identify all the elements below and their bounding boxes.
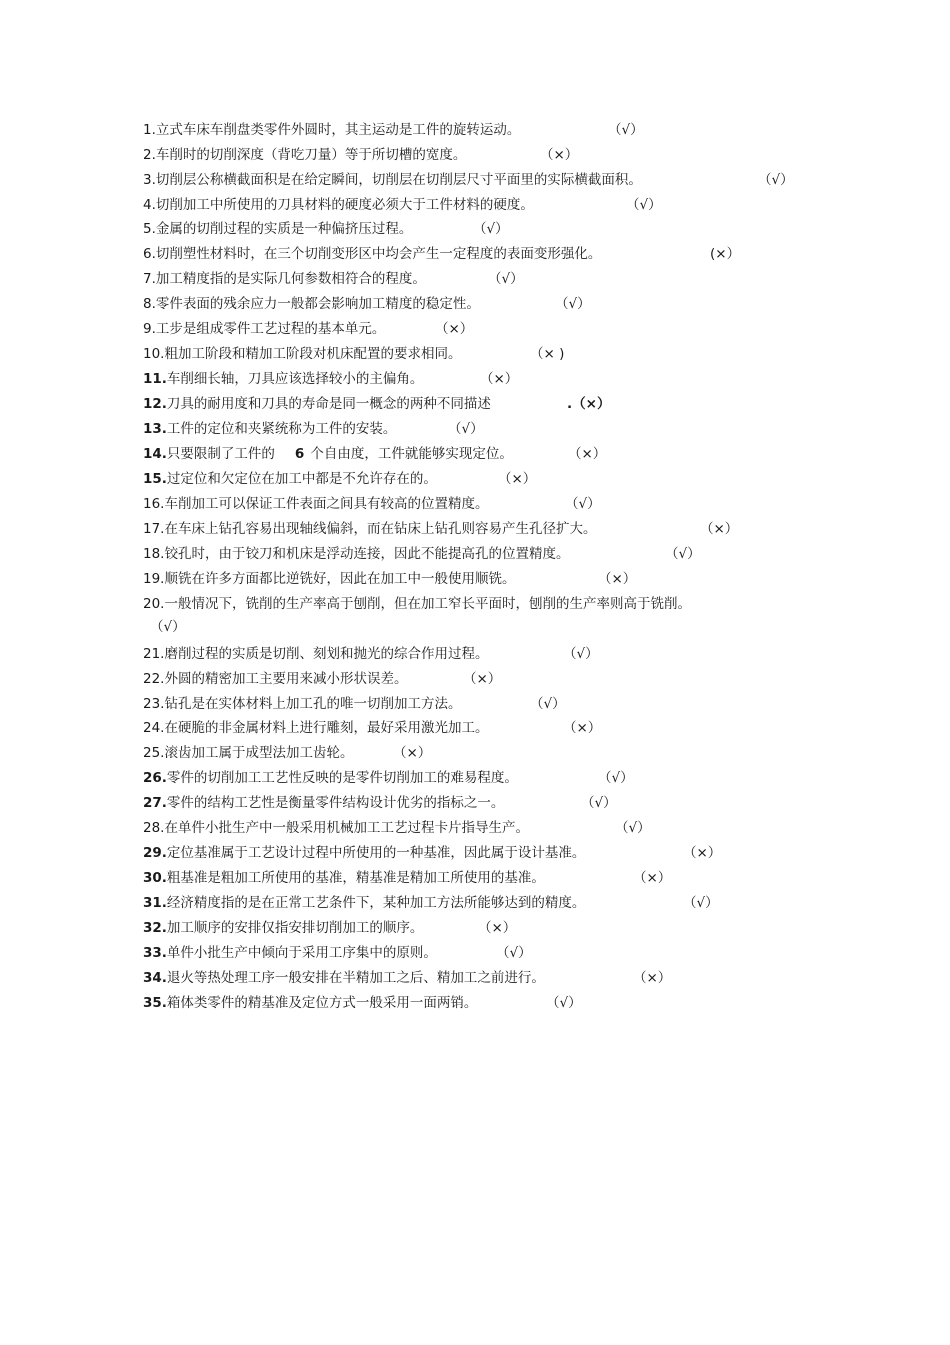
question-number: 29. bbox=[143, 845, 167, 861]
question-text: 一般情况下，铣削的生产率高于刨削，但在加工窄长平面时，刨削的生产率则高于铣削。 bbox=[164, 596, 691, 612]
answer-mark: （×） bbox=[633, 970, 672, 986]
question-number: 19. bbox=[143, 571, 165, 587]
answer-mark: （×） bbox=[633, 870, 672, 886]
question-text: 滚齿加工属于成型法加工齿轮。 bbox=[164, 745, 354, 761]
answer-mark: （×） bbox=[393, 745, 432, 761]
answer-mark: （×） bbox=[598, 571, 637, 587]
question-number: 6. bbox=[143, 246, 156, 262]
question-text: 钻孔是在实体材料上加工孔的唯一切削加工方法。 bbox=[164, 696, 462, 712]
question-number: 18. bbox=[143, 546, 165, 562]
question-text: 工步是组成零件工艺过程的基本单元。 bbox=[155, 321, 386, 337]
question-text: 退火等热处理工序一般安排在半精加工之后、精加工之前进行。 bbox=[166, 970, 545, 986]
question-number: 15. bbox=[143, 471, 167, 487]
question-number: 24. bbox=[143, 720, 165, 736]
question-text-number: 6 bbox=[294, 446, 305, 462]
question-number: 8. bbox=[143, 296, 156, 312]
answer-mark: （√） bbox=[665, 546, 701, 562]
question-24 bbox=[143, 717, 602, 739]
question-number: 14. bbox=[143, 446, 167, 462]
answer-mark: .（×） bbox=[567, 396, 611, 412]
question-text: 车削细长轴，刀具应该选择较小的主偏角。 bbox=[166, 371, 424, 387]
question-12 bbox=[143, 393, 611, 415]
question-10 bbox=[143, 343, 565, 365]
question-number: 30. bbox=[143, 870, 167, 886]
question-text: 经济精度指的是在正常工艺条件下，某种加工方法所能够达到的精度。 bbox=[166, 895, 586, 911]
answer-mark: （√） bbox=[555, 296, 591, 312]
answer-mark: （×） bbox=[463, 671, 502, 687]
question-21 bbox=[143, 643, 599, 665]
question-number: 22. bbox=[143, 671, 165, 687]
question-number: 9. bbox=[143, 321, 156, 337]
answer-mark: （× ) bbox=[530, 346, 565, 362]
question-text: 切削加工中所使用的刀具材料的硬度必须大于工件材料的硬度。 bbox=[155, 197, 534, 213]
question-number: 26. bbox=[143, 770, 167, 786]
question-number: 21. bbox=[143, 646, 165, 662]
question-26 bbox=[143, 767, 634, 789]
question-4 bbox=[143, 194, 662, 216]
question-text: 切削层公称横截面积是在给定瞬间，切削层在切削层尺寸平面里的实际横截面积。 bbox=[155, 172, 642, 188]
question-text: 切削塑性材料时，在三个切削变形区中均会产生一定程度的表面变形强化。 bbox=[155, 246, 602, 262]
answer-mark: （√） bbox=[530, 696, 566, 712]
answer-mark: （√） bbox=[581, 795, 617, 811]
question-number: 31. bbox=[143, 895, 167, 911]
answer-mark: （√） bbox=[150, 619, 186, 635]
question-number: 7. bbox=[143, 271, 156, 287]
question-text: 定位基准属于工艺设计过程中所使用的一种基准，因此属于设计基准。 bbox=[166, 845, 586, 861]
question-text: 加工顺序的安排仅指安排切削加工的顺序。 bbox=[166, 920, 424, 936]
answer-mark: （×） bbox=[540, 147, 579, 163]
question-number: 17. bbox=[143, 521, 165, 537]
answer-mark: (×） bbox=[710, 246, 741, 262]
answer-mark: （√） bbox=[448, 421, 484, 437]
question-22 bbox=[143, 668, 502, 690]
answer-mark: （×） bbox=[478, 920, 517, 936]
question-text: 车削加工可以保证工件表面之间具有较高的位置精度。 bbox=[164, 496, 489, 512]
question-33 bbox=[143, 942, 532, 964]
question-text: 立式车床车削盘类零件外圆时，其主运动是工件的旋转运动。 bbox=[155, 122, 521, 138]
answer-mark: （×） bbox=[683, 845, 722, 861]
answer-mark: （×） bbox=[563, 720, 602, 736]
answer-mark: （√） bbox=[615, 820, 651, 836]
question-text: 零件的切削加工工艺性反映的是零件切削加工的难易程度。 bbox=[166, 770, 518, 786]
question-text: 过定位和欠定位在加工中都是不允许存在的。 bbox=[166, 471, 437, 487]
question-8 bbox=[143, 293, 591, 315]
answer-mark: （√） bbox=[546, 995, 582, 1011]
question-5 bbox=[143, 218, 509, 240]
question-7 bbox=[143, 268, 524, 290]
answer-mark: （√） bbox=[565, 496, 601, 512]
question-text: 在硬脆的非金属材料上进行雕刻，最好采用激光加工。 bbox=[164, 720, 489, 736]
question-text: 零件的结构工艺性是衡量零件结构设计优劣的指标之一。 bbox=[166, 795, 505, 811]
question-34 bbox=[143, 967, 672, 989]
question-number: 1. bbox=[143, 122, 156, 138]
answer-mark: （√） bbox=[598, 770, 634, 786]
question-number: 28. bbox=[143, 820, 165, 836]
question-text: 零件表面的残余应力一般都会影响加工精度的稳定性。 bbox=[155, 296, 480, 312]
answer-mark: （×） bbox=[498, 471, 537, 487]
question-3 bbox=[143, 169, 794, 191]
question-text: 车削时的切削深度（背吃刀量）等于所切槽的宽度。 bbox=[155, 147, 467, 163]
question-number: 23. bbox=[143, 696, 165, 712]
question-text: 加工精度指的是实际几何参数相符合的程度。 bbox=[155, 271, 426, 287]
question-20 bbox=[143, 593, 691, 615]
question-number: 25. bbox=[143, 745, 165, 761]
question-number: 20. bbox=[143, 596, 165, 612]
question-11 bbox=[143, 368, 519, 390]
answer-mark: （√） bbox=[496, 945, 532, 961]
question-number: 12. bbox=[143, 396, 167, 412]
question-number: 13. bbox=[143, 421, 167, 437]
question-17 bbox=[143, 518, 739, 540]
question-text: 磨削过程的实质是切削、刻划和抛光的综合作用过程。 bbox=[164, 646, 489, 662]
question-13 bbox=[143, 418, 484, 440]
question-15 bbox=[143, 468, 537, 490]
question-25 bbox=[143, 742, 432, 764]
question-1 bbox=[143, 119, 644, 141]
question-number: 27. bbox=[143, 795, 167, 811]
question-6 bbox=[143, 243, 741, 265]
question-number: 33. bbox=[143, 945, 167, 961]
question-29 bbox=[143, 842, 722, 864]
answer-mark: （√） bbox=[473, 221, 509, 237]
answer-mark: （×） bbox=[700, 521, 739, 537]
question-number: 10. bbox=[143, 346, 165, 362]
question-text: 工件的定位和夹紧统称为工件的安装。 bbox=[166, 421, 397, 437]
question-number: 35. bbox=[143, 995, 167, 1011]
question-28 bbox=[143, 817, 651, 839]
question-number: 4. bbox=[143, 197, 156, 213]
question-number: 16. bbox=[143, 496, 165, 512]
answer-mark: （×） bbox=[435, 321, 474, 337]
answer-mark: （√） bbox=[683, 895, 719, 911]
question-text: 单件小批生产中倾向于采用工序集中的原则。 bbox=[166, 945, 437, 961]
question-text-part: 只要限制了工件的 bbox=[166, 446, 275, 462]
question-text: 金属的切削过程的实质是一种偏挤压过程。 bbox=[155, 221, 413, 237]
question-9 bbox=[143, 318, 474, 340]
question-16 bbox=[143, 493, 601, 515]
question-text: 铰孔时，由于铰刀和机床是浮动连接，因此不能提高孔的位置精度。 bbox=[164, 546, 570, 562]
question-19 bbox=[143, 568, 637, 590]
question-27 bbox=[143, 792, 617, 814]
question-text: 在车床上钻孔容易出现轴线偏斜，而在钻床上钻孔则容易产生孔径扩大。 bbox=[164, 521, 597, 537]
question-30 bbox=[143, 867, 672, 889]
question-32 bbox=[143, 917, 517, 939]
question-number: 3. bbox=[143, 172, 156, 188]
answer-mark: （√） bbox=[626, 197, 662, 213]
question-number: 5. bbox=[143, 221, 156, 237]
question-31 bbox=[143, 892, 719, 914]
question-18 bbox=[143, 543, 701, 565]
question-23 bbox=[143, 693, 566, 715]
question-text: 在单件小批生产中一般采用机械加工工艺过程卡片指导生产。 bbox=[164, 820, 529, 836]
question-text: 粗基准是粗加工所使用的基准，精基准是精加工所使用的基准。 bbox=[166, 870, 545, 886]
answer-mark: （√） bbox=[758, 172, 794, 188]
answer-mark: （×） bbox=[568, 446, 607, 462]
question-text: 箱体类零件的精基准及定位方式一般采用一面两销。 bbox=[166, 995, 478, 1011]
question-text: 刀具的耐用度和刀具的寿命是同一概念的两种不同描述 bbox=[166, 396, 491, 412]
question-14 bbox=[143, 443, 607, 465]
answer-mark: （√） bbox=[563, 646, 599, 662]
question-number: 32. bbox=[143, 920, 167, 936]
question-text-part: 个自由度，工件就能够实现定位。 bbox=[310, 446, 513, 462]
answer-mark: （√） bbox=[608, 122, 644, 138]
question-text: 外圆的精密加工主要用来减小形状误差。 bbox=[164, 671, 408, 687]
question-text: 顺铣在许多方面都比逆铣好，因此在加工中一般使用顺铣。 bbox=[164, 571, 516, 587]
question-number: 2. bbox=[143, 147, 156, 163]
question-35 bbox=[143, 992, 582, 1014]
question-text: 粗加工阶段和精加工阶段对机床配置的要求相同。 bbox=[164, 346, 462, 362]
answer-mark: （√） bbox=[488, 271, 524, 287]
question-number: 11. bbox=[143, 371, 167, 387]
question-number: 34. bbox=[143, 970, 167, 986]
answer-mark: （×） bbox=[480, 371, 519, 387]
question-2 bbox=[143, 144, 579, 166]
